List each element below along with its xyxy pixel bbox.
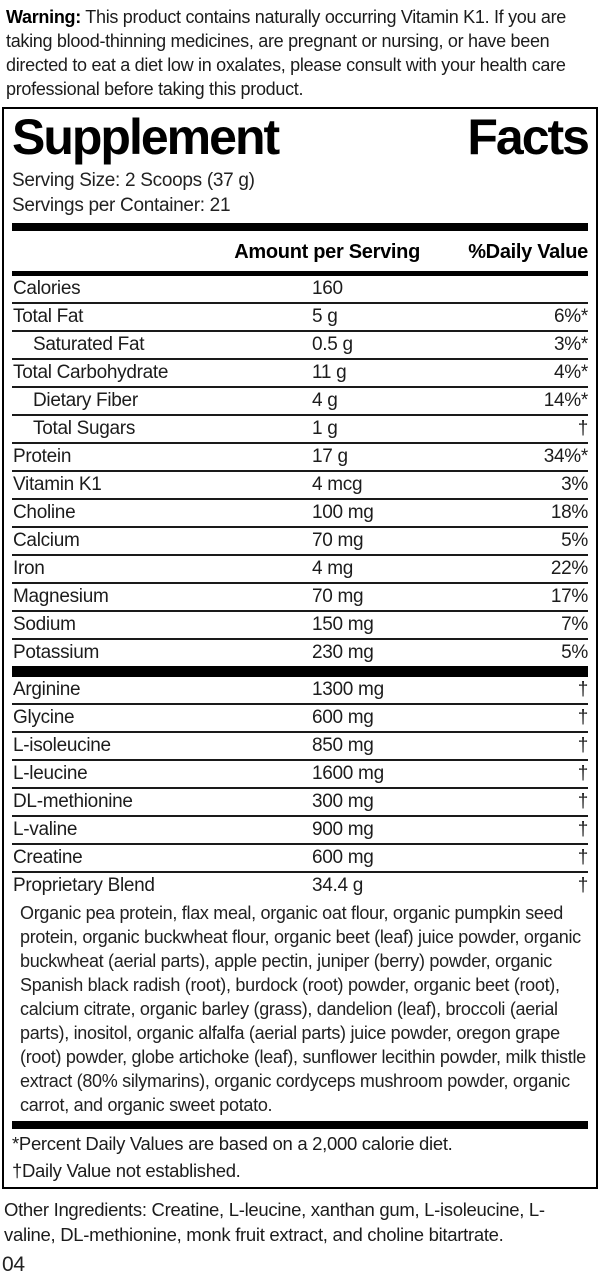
nutrient-dv: 6%* bbox=[554, 306, 588, 327]
column-header-daily-value: %Daily Value bbox=[468, 241, 588, 263]
nutrient-row-magnesium bbox=[12, 584, 588, 612]
nutrient-name: Proprietary Blend bbox=[13, 875, 155, 896]
supplement-facts-title bbox=[12, 111, 588, 168]
warning-paragraph bbox=[0, 0, 600, 107]
serving-size: Serving Size: 2 Scoops (37 g) bbox=[12, 170, 255, 191]
nutrient-amount: 4 mcg bbox=[312, 474, 363, 495]
nutrient-amount: 600 mg bbox=[312, 707, 374, 728]
nutrient-amount: 11 g bbox=[312, 362, 347, 383]
nutrient-row-dl-methionine bbox=[12, 789, 588, 817]
nutrient-amount: 34.4 g bbox=[312, 875, 364, 896]
nutrient-name: Potassium bbox=[13, 642, 100, 663]
nutrient-row-total-sugars bbox=[12, 416, 588, 444]
nutrient-name: Saturated Fat bbox=[33, 334, 145, 355]
nutrient-row-l-leucine bbox=[12, 761, 588, 789]
nutrient-dv: † bbox=[577, 847, 588, 868]
nutrient-amount: 17 g bbox=[312, 446, 348, 467]
nutrient-row-creatine bbox=[12, 845, 588, 873]
thick-rule-top bbox=[12, 223, 588, 231]
nutrient-row-vitamin-k1 bbox=[12, 472, 588, 500]
nutrient-dv: 4%* bbox=[554, 362, 588, 383]
nutrient-dv: † bbox=[577, 875, 588, 896]
nutrient-name: Protein bbox=[13, 446, 72, 467]
warning-text: This product contains naturally occurring Vitamin K1. If you are taking blood-thinning medicines, are pregnant or nursing, or have been directed to eat a diet low in oxalates, please consult with your health care professional before taking this product. bbox=[6, 7, 567, 99]
nutrient-row-sodium bbox=[12, 612, 588, 640]
thick-rule-middle bbox=[12, 666, 588, 677]
nutrient-dv: 17% bbox=[550, 586, 588, 607]
nutrient-dv: 5% bbox=[561, 642, 588, 663]
nutrient-dv: 7% bbox=[561, 614, 588, 635]
nutrient-amount: 100 mg bbox=[312, 502, 374, 523]
nutrient-row-l-valine bbox=[12, 817, 588, 845]
supplement-facts-panel bbox=[2, 107, 598, 1189]
other-ingredients: Other Ingredients: Creatine, L-leucine, xanthan gum, L-isoleucine, L-valine, DL-methionine, monk fruit extract, and choline bitartrate. bbox=[4, 1199, 545, 1245]
nutrient-row-dietary-fiber bbox=[12, 388, 588, 416]
nutrient-dv: † bbox=[577, 679, 588, 700]
nutrient-amount: 70 mg bbox=[312, 530, 364, 551]
title-word-supplement: Supplement bbox=[12, 109, 279, 165]
page-number: 04 bbox=[2, 1253, 25, 1276]
nutrient-amount: 300 mg bbox=[312, 791, 374, 812]
table-header-row bbox=[12, 231, 588, 271]
nutrient-dv: 22% bbox=[550, 558, 588, 579]
nutrient-dv: 3%* bbox=[554, 334, 588, 355]
nutrient-name: Arginine bbox=[13, 679, 81, 700]
nutrient-dv: 3% bbox=[561, 474, 588, 495]
nutrient-row-protein bbox=[12, 444, 588, 472]
nutrient-amount: 70 mg bbox=[312, 586, 364, 607]
footnote-daily-value-not-established: †Daily Value not established. bbox=[12, 1160, 241, 1181]
nutrient-amount: 160 bbox=[312, 278, 343, 299]
nutrient-row-glycine bbox=[12, 705, 588, 733]
nutrient-name: Magnesium bbox=[13, 586, 109, 607]
nutrient-amount: 230 mg bbox=[312, 642, 374, 663]
column-header-amount: Amount per Serving bbox=[234, 241, 420, 263]
nutrient-name: Creatine bbox=[13, 847, 83, 868]
nutrient-dv: † bbox=[577, 819, 588, 840]
nutrient-name: Sodium bbox=[13, 614, 76, 635]
nutrient-row-arginine bbox=[12, 677, 588, 705]
nutrient-amount: 850 mg bbox=[312, 735, 374, 756]
nutrient-row-calcium bbox=[12, 528, 588, 556]
nutrient-name: Calories bbox=[13, 278, 81, 299]
title-word-facts: Facts bbox=[467, 109, 588, 165]
nutrient-dv: † bbox=[577, 763, 588, 784]
nutrient-name: Glycine bbox=[13, 707, 75, 728]
proprietary-blend-description: Organic pea protein, flax meal, organic oat flour, organic pumpkin seed protein, organic buckwheat flour, organic beet (leaf) juice powder, organic buckwheat (aerial parts), apple pectin, juniper (berry) powder, organic Spanish black radish (root), burdock (root) powder, organic beet (root), calcium citrate, organic barley (grass), dandelion (leaf), broccoli (aerial parts), inositol, organic alfalfa (aerial parts) juice powder, oregon grape (root) powder, globe artichoke (leaf), sunflower lecithin powder, milk thistle extract (80% silymarins), organic cordyceps mushroom powder, organic carrot, and organic sweet potato. bbox=[20, 903, 586, 1115]
nutrient-amount: 5 g bbox=[312, 306, 338, 327]
nutrient-name: L-isoleucine bbox=[13, 735, 111, 756]
nutrient-row-iron bbox=[12, 556, 588, 584]
nutrient-name: L-valine bbox=[13, 819, 78, 840]
nutrient-dv: 18% bbox=[550, 502, 588, 523]
nutrient-dv: † bbox=[577, 735, 588, 756]
nutrient-amount: 0.5 g bbox=[312, 334, 353, 355]
nutrient-name: Iron bbox=[13, 558, 45, 579]
nutrient-row-potassium bbox=[12, 640, 588, 666]
nutrient-row-proprietary-blend bbox=[12, 873, 588, 899]
nutrient-name: Vitamin K1 bbox=[13, 474, 102, 495]
nutrient-dv bbox=[432, 276, 588, 302]
nutrient-row-choline bbox=[12, 500, 588, 528]
nutrient-dv: 34%* bbox=[543, 446, 588, 467]
nutrient-row-l-isoleucine bbox=[12, 733, 588, 761]
nutrient-amount: 150 mg bbox=[312, 614, 374, 635]
nutrient-amount: 1600 mg bbox=[312, 763, 384, 784]
nutrient-amount: 900 mg bbox=[312, 819, 374, 840]
nutrient-amount: 4 mg bbox=[312, 558, 354, 579]
nutrient-dv: † bbox=[577, 791, 588, 812]
nutrient-name: Dietary Fiber bbox=[33, 390, 138, 411]
nutrient-name: Total Carbohydrate bbox=[13, 362, 169, 383]
nutrient-dv: † bbox=[577, 707, 588, 728]
nutrient-name: L-leucine bbox=[13, 763, 88, 784]
nutrient-row-calories bbox=[12, 276, 588, 304]
nutrient-amount: 1 g bbox=[312, 418, 338, 439]
nutrient-name: DL-methionine bbox=[13, 791, 133, 812]
nutrient-name: Choline bbox=[13, 502, 76, 523]
nutrient-name: Total Sugars bbox=[33, 418, 136, 439]
warning-label: Warning: bbox=[6, 7, 81, 27]
footnote-percent-daily-values: *Percent Daily Values are based on a 2,000 calorie diet. bbox=[12, 1133, 453, 1154]
nutrient-amount: 600 mg bbox=[312, 847, 374, 868]
nutrient-row-total-fat bbox=[12, 304, 588, 332]
nutrient-amount: 1300 mg bbox=[312, 679, 384, 700]
servings-per-container: Servings per Container: 21 bbox=[12, 195, 231, 216]
nutrient-dv: 14%* bbox=[543, 390, 588, 411]
nutrient-row-total-carbohydrate bbox=[12, 360, 588, 388]
nutrient-row-saturated-fat bbox=[12, 332, 588, 360]
nutrient-dv: 5% bbox=[561, 530, 588, 551]
nutrient-name: Calcium bbox=[13, 530, 80, 551]
nutrient-dv: † bbox=[577, 418, 588, 439]
thick-rule-bottom bbox=[12, 1121, 588, 1129]
nutrient-amount: 4 g bbox=[312, 390, 338, 411]
nutrient-name: Total Fat bbox=[13, 306, 84, 327]
